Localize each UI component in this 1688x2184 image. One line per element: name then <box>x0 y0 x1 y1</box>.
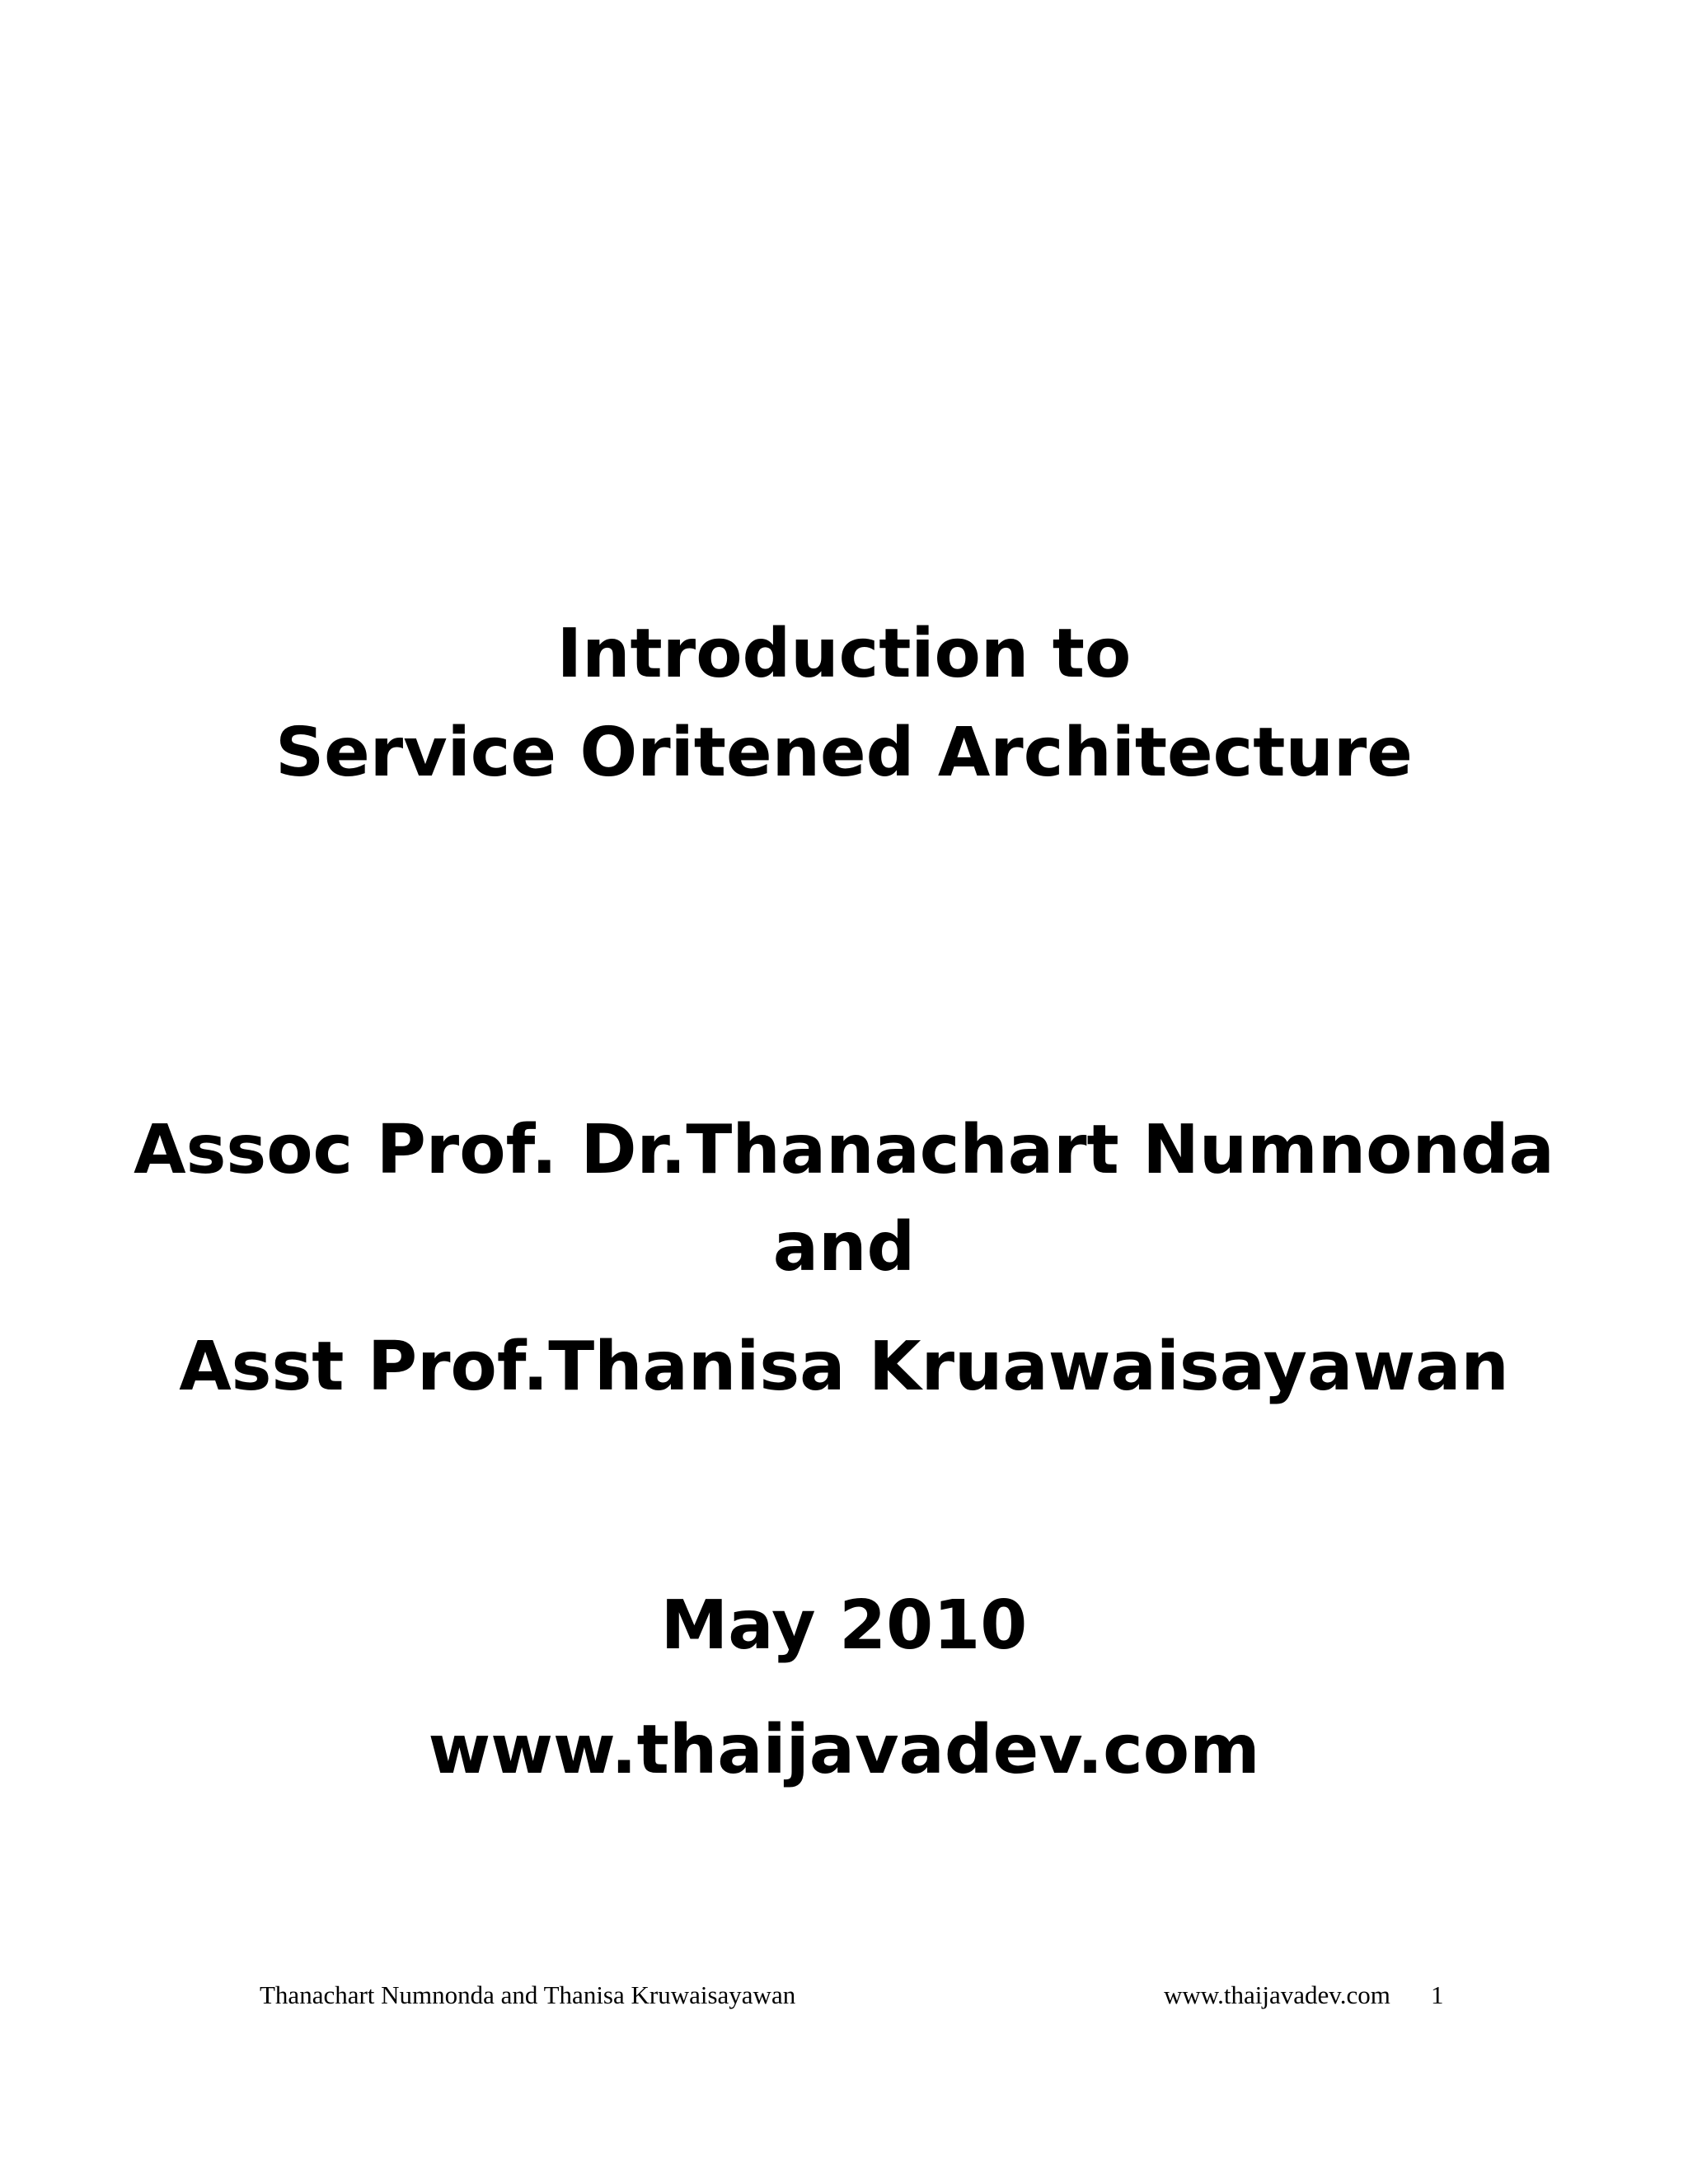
page-number: 1 <box>1431 1980 1444 2009</box>
author-conjunction: and <box>772 1208 916 1286</box>
author-1: Assoc Prof. Dr.Thanachart Numnonda <box>134 1111 1554 1189</box>
publication-date: May 2010 <box>660 1586 1028 1665</box>
website-url: www.thaijavadev.com <box>428 1711 1260 1789</box>
footer-authors: Thanachart Numnonda and Thanisa Kruwaisayawan <box>260 1980 796 2009</box>
author-2: Asst Prof.Thanisa Kruawaisayawan <box>179 1328 1509 1406</box>
title-line-1: Introduction to <box>556 615 1132 693</box>
footer-website: www.thaijavadev.com <box>1164 1980 1390 2009</box>
title-line-2: Service Oritened Architecture <box>275 714 1413 792</box>
